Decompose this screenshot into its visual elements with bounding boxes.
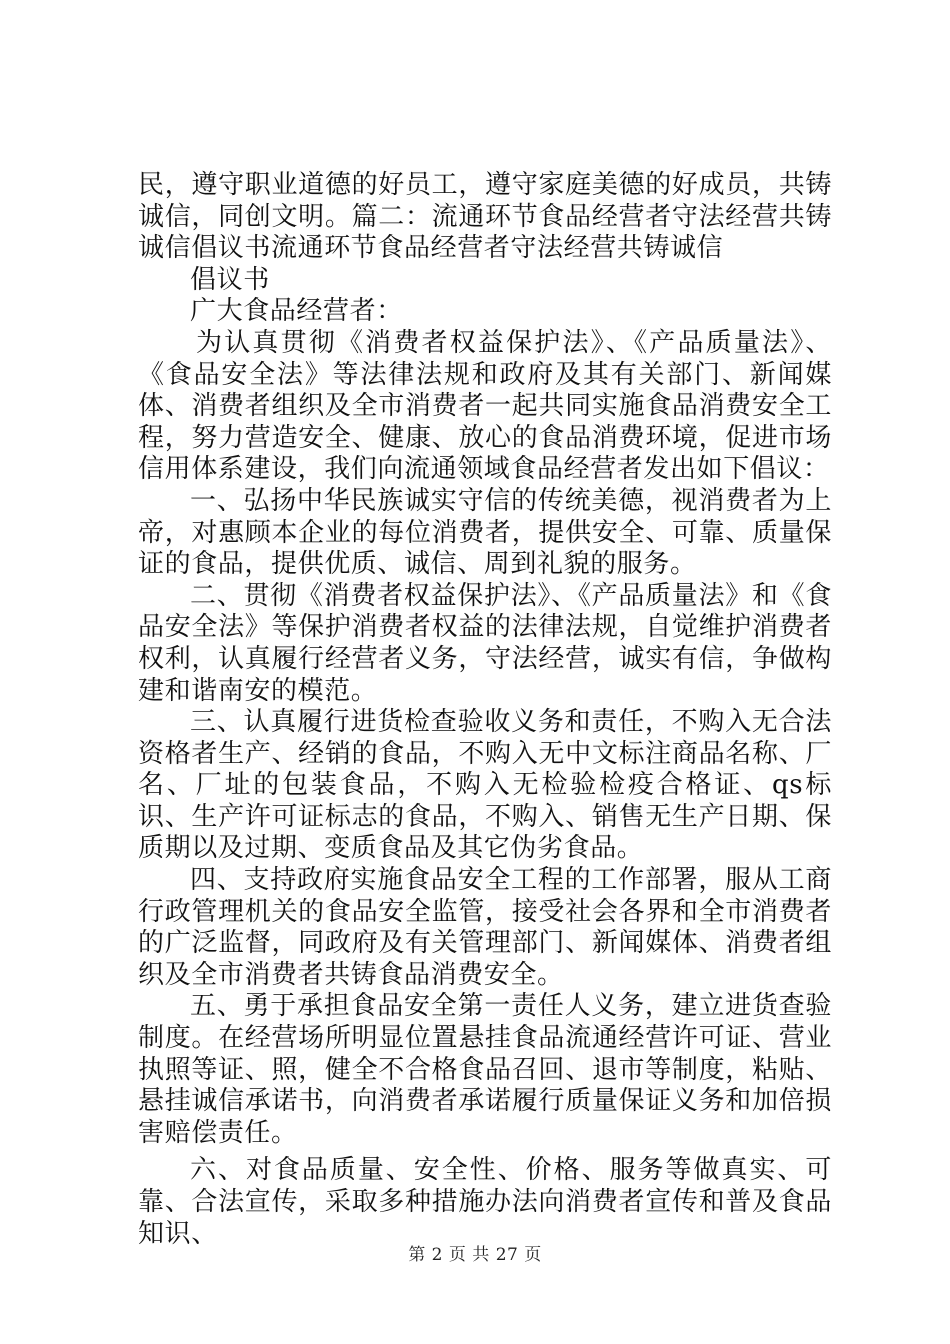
document-body (138, 170, 832, 1250)
paragraph-continuation: 民，遵守职业道德的好员工，遵守家庭美德的好成员，共铸诚信，同创文明。篇二：流通环节食品经营者守法经营共铸诚信倡议书流通环节食品经营者守法经营共铸诚信 (138, 170, 832, 264)
paragraph-item-3: 三、认真履行进货检查验收义务和责任，不购入无合法资格者生产、经销的食品，不购入无中文标注商品名称、厂名、厂址的包装食品，不购入无检验检疫合格证、qs标识、生产许可证标志的食品，不购入、销售无生产日期、保质期以及过期、变质食品及其它伪劣食品。 (138, 707, 832, 864)
paragraph-item-1: 一、弘扬中华民族诚实守信的传统美德，视消费者为上帝，对惠顾本企业的每位消费者，提供安全、可靠、质量保证的食品，提供优质、诚信、周到礼貌的服务。 (138, 485, 832, 580)
paragraph-intro: 为认真贯彻《消费者权益保护法》、《产品质量法》、《食品安全法》等法律法规和政府及其有关部门、新闻媒体、消费者组织及全市消费者一起共同实施食品消费安全工程，努力营造安全、健康、放心的食品消费环境，促进市场信用体系建设，我们向流通领域食品经营者发出如下倡议： (138, 327, 832, 485)
paragraph-item-6: 六、对食品质量、安全性、价格、服务等做真实、可靠、合法宣传，采取多种措施办法向消费者宣传和普及食品知识、 (138, 1155, 832, 1249)
paragraph-item-2: 二、贯彻《消费者权益保护法》、《产品质量法》和《食品安全法》等保护消费者权益的法律法规，自觉维护消费者权利，认真履行经营者义务，守法经营，诚实有信，争做构建和谐南安的模范。 (138, 580, 832, 706)
paragraph-salutation: 广大食品经营者： (190, 296, 403, 327)
paragraph-item-4: 四、支持政府实施食品安全工程的工作部署，服从工商行政管理机关的食品安全监管，接受社会各界和全市消费者的广泛监督，同政府及有关管理部门、新闻媒体、消费者组织及全市消费者共铸食品消费安全。 (138, 865, 832, 990)
paragraph-item-5: 五、勇于承担食品安全第一责任人义务，建立进货查验制度。在经营场所明显位置悬挂食品流通经营许可证、营业执照等证、照，健全不合格食品召回、退市等制度，粘贴、悬挂诚信承诺书，向消费者承诺履行质量保证义务和加倍损害赔偿责任。 (138, 991, 832, 1148)
paragraph-title-proposal: 倡议书 (190, 264, 270, 295)
page-number-footer: 第 2 页 共 27 页 (408, 1245, 542, 1265)
